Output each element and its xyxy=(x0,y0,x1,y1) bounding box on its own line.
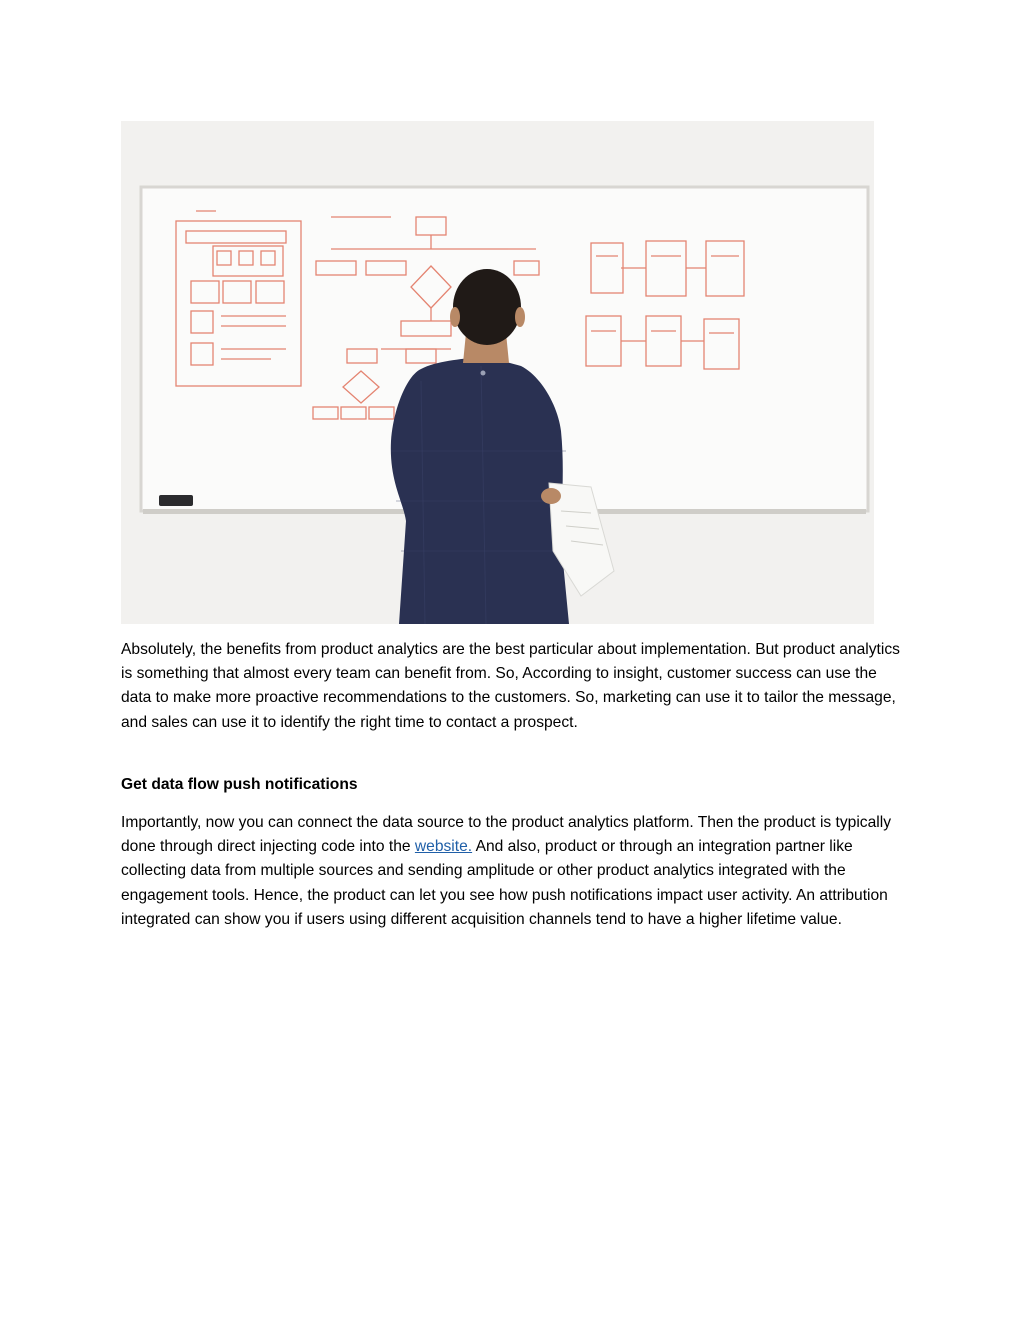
person-head xyxy=(453,269,521,345)
eraser-icon xyxy=(159,495,193,506)
whiteboard-photo xyxy=(121,121,874,624)
website-link[interactable]: website. xyxy=(414,838,473,856)
section-heading: Get data flow push notifications xyxy=(121,776,358,793)
person-shirt xyxy=(391,357,569,624)
paragraph-data-flow xyxy=(121,811,911,932)
paragraph-text-after-link: And also, product or through an integration partner like collecting data from multiple sources and sending amplitude or other product analytics integrated with the engagement tools. Hence, the product can let you see how push notifications impact user activity. An attribution integrated can show you if users using different acquisition channels tend to have a higher lifetime value. xyxy=(121,838,888,928)
paragraph-benefits: Absolutely, the benefits from product analytics are the best particular about implementation. But product analytics is something that almost every team can benefit from. So, According to insight, customer success can use the data to make more proactive recommendations to the customers. So, marketing can use it to tailor the message, and sales can use it to identify the right time to contact a prospect. xyxy=(121,641,900,731)
paragraph-text-before-link: Importantly, now you can connect the data source to the product analytics platform. Then the product is typically done through direct injecting code into the xyxy=(121,814,891,856)
